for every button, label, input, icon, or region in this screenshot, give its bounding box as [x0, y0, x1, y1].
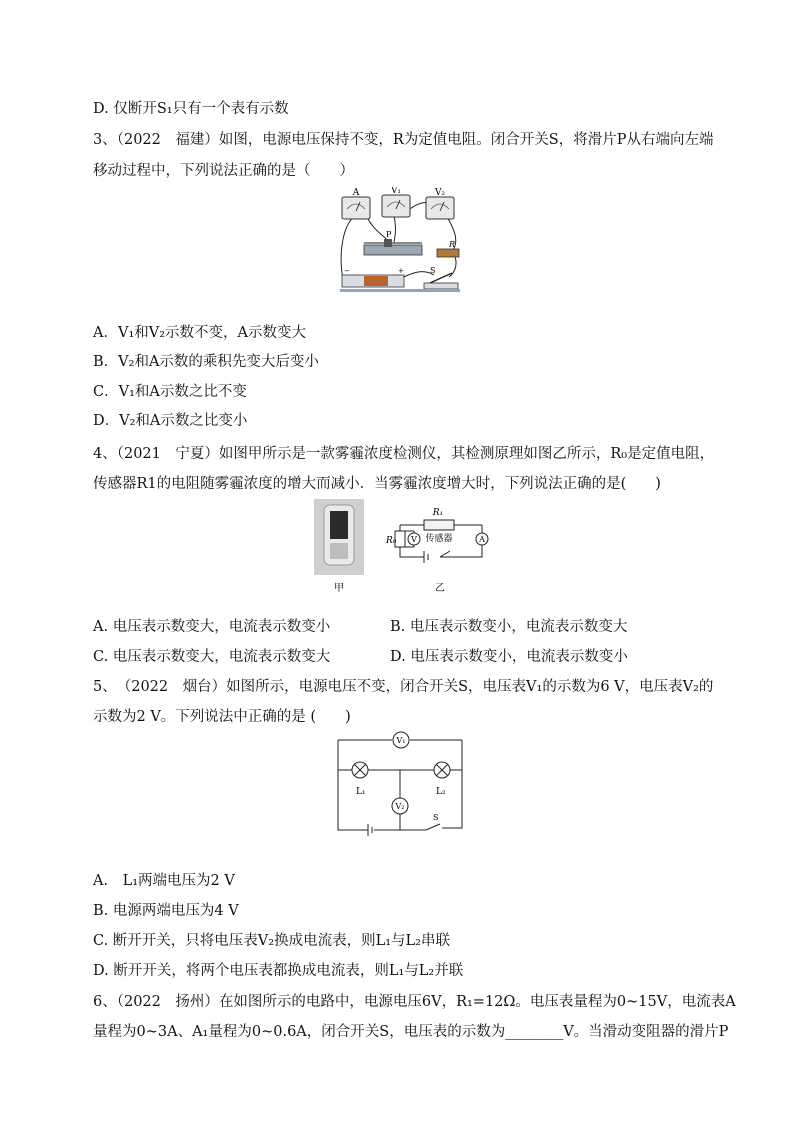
- label-r0: R₀: [386, 536, 397, 546]
- q5-option-c: C. 断开开关，只将电压表V₂换成电流表，则L₁与L₂串联: [93, 933, 450, 949]
- circuit-diagram: [395, 525, 482, 563]
- resistor-icon: [437, 249, 459, 257]
- q4-stem-line2: 传感器R1的电阻随雾霾浓度的增大而减小．当雾霾浓度增大时，下列说法正确的是( ): [93, 476, 661, 492]
- label-v1: V₁: [390, 187, 402, 196]
- lamp-l1-icon: [352, 762, 368, 778]
- q4-option-c: C. 电压表示数变大，电流表示数变大: [93, 649, 331, 665]
- caption-yi: 乙: [435, 583, 445, 594]
- battery-icon: [342, 275, 404, 287]
- q6-stem-line1: 6、（2022 扬州）在如图所示的电路中，电源电压6V，R₁=12Ω。电压表量程为0~15V，电流表A: [93, 994, 736, 1010]
- q5-circuit-figure: [330, 728, 470, 838]
- q5-stem-line2: 示数为2 V。下列说法中正确的是 ( ): [93, 709, 351, 725]
- q3-option-d: D．V₂和A示数之比变小: [93, 413, 248, 429]
- label-l1: L₁: [356, 787, 366, 797]
- q2-option-d: D. 仅断开S₁只有一个表有示数: [93, 101, 289, 117]
- label-a: A: [479, 535, 485, 544]
- label-v2: V₂: [395, 802, 405, 811]
- q3-option-b: B．V₂和A示数的乘积先变大后变小: [93, 354, 319, 370]
- label-r: R: [449, 240, 456, 249]
- q6-stem-line2: 量程为0~3A、A₁量程为0~0.6A，闭合开关S，电压表的示数为________V。当滑动变阻器的滑片P: [93, 1024, 729, 1040]
- label-s: S: [433, 813, 439, 822]
- q4-option-d: D. 电压表示数变小，电流表示数变小: [390, 649, 628, 665]
- q4-option-a: A. 电压表示数变大，电流表示数变小: [93, 619, 331, 635]
- q3-option-c: C．V₁和A示数之比不变: [93, 384, 247, 400]
- q3-apparatus-figure: [334, 187, 464, 297]
- label-plus: +: [398, 267, 404, 275]
- label-r1: R₁: [432, 508, 444, 518]
- label-v: V: [411, 535, 417, 544]
- caption-jia: 甲: [334, 583, 344, 594]
- lamp-l2-icon: [434, 762, 450, 778]
- q3-stem-line2: 移动过程中，下列说法正确的是（ ）: [93, 163, 354, 179]
- label-p: P: [386, 230, 392, 239]
- q5-option-b: B. 电源两端电压为4 V: [93, 903, 239, 919]
- q3-stem-line1: 3、（2022 福建）如图，电源电压保持不变，R为定值电阻。闭合开关S，将滑片P从右端向左端: [93, 132, 714, 148]
- label-v2: V₂: [434, 188, 446, 198]
- q4-option-b: B. 电压表示数变小，电流表示数变大: [390, 619, 628, 635]
- q5-option-a: A. L₁两端电压为2 V: [93, 873, 235, 889]
- q4-stem-line1: 4、（2021 宁夏）如图甲所示是一款雾霾浓度检测仪，其检测原理如图乙所示，R₀是定值电阻，: [93, 446, 715, 462]
- ammeter-icon: [342, 197, 370, 219]
- q5-stem-line1: 5、 （2022 烟台）如图所示，电源电压不变，闭合开关S，电压表V₁的示数为6 V，电压表V₂的: [93, 679, 714, 695]
- label-l2: L₂: [436, 787, 446, 797]
- q5-option-d: D. 断开开关，将两个电压表都换成电流表，则L₁与L₂并联: [93, 963, 464, 979]
- q4-figure: [312, 497, 492, 597]
- label-v1: V₁: [396, 736, 406, 745]
- device-photo: [314, 499, 364, 575]
- label-a: A: [352, 188, 360, 198]
- voltmeter-v2-icon: [426, 197, 454, 219]
- voltmeter-v1-icon: [382, 195, 410, 217]
- label-minus: −: [344, 267, 350, 275]
- label-s: S: [430, 266, 436, 275]
- q3-option-a: A．V₁和V₂示数不变，A示数变大: [93, 325, 307, 341]
- sensor-icon: [424, 520, 454, 530]
- label-sensor: 传感器: [425, 534, 453, 544]
